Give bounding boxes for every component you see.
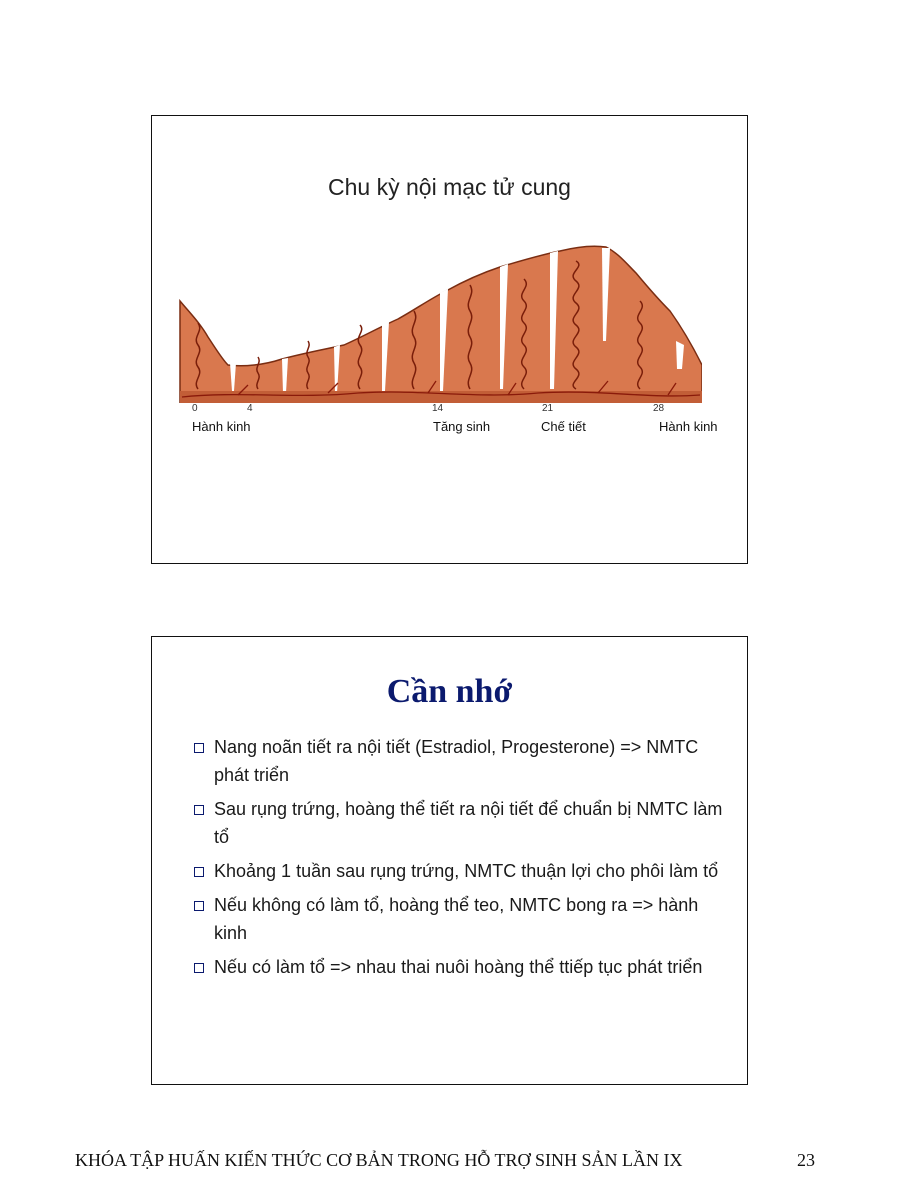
checkbox-bullet-icon — [194, 805, 204, 815]
checkbox-bullet-icon — [194, 901, 204, 911]
slide-endometrial-cycle — [151, 115, 748, 564]
slide-key-points — [151, 636, 748, 1085]
day-tick: 21 — [542, 403, 554, 414]
day-tick: 14 — [432, 403, 444, 414]
phase-label: Hành kinh — [659, 419, 718, 434]
slide-title: Cần nhớ — [386, 673, 513, 710]
basal-layer — [180, 391, 702, 403]
phase-label: Hành kinh — [192, 419, 251, 434]
day-tick: 0 — [192, 403, 198, 414]
list-item — [192, 857, 732, 885]
page-number: 23 — [797, 1150, 815, 1170]
list-item — [192, 733, 732, 789]
slide-title: Chu kỳ nội mạc tử cung — [328, 174, 571, 200]
bullet-text: Nếu không có làm tổ, hoàng thể teo, NMTC bong ra => hành kinh — [214, 895, 699, 943]
bullet-text: Khoảng 1 tuần sau rụng trứng, NMTC thuận lợi cho phôi làm tổ — [214, 861, 719, 881]
course-title: KHÓA TẬP HUẤN KIẾN THỨC CƠ BẢN TRONG HỖ TRỢ SINH SẢN LẦN IX — [75, 1150, 683, 1170]
bullet-text: Nang noãn tiết ra nội tiết (Estradiol, Progesterone) => NMTC phát triển — [214, 737, 699, 785]
day-tick: 4 — [247, 403, 253, 414]
checkbox-bullet-icon — [194, 743, 204, 753]
list-item — [192, 795, 732, 851]
checkbox-bullet-icon — [194, 867, 204, 877]
list-item — [192, 891, 732, 947]
checkbox-bullet-icon — [194, 963, 204, 973]
bullet-text: Nếu có làm tổ => nhau thai nuôi hoàng thể ttiếp tục phát triển — [214, 957, 703, 977]
day-tick: 28 — [653, 403, 665, 414]
phase-label: Chế tiết — [541, 419, 586, 434]
bullet-list — [192, 733, 732, 987]
bullet-text: Sau rụng trứng, hoàng thể tiết ra nội tiết để chuẩn bị NMTC làm tổ — [214, 799, 723, 847]
list-item — [192, 953, 732, 981]
phase-label: Tăng sinh — [433, 419, 491, 434]
endometrium-diagram — [178, 241, 702, 403]
